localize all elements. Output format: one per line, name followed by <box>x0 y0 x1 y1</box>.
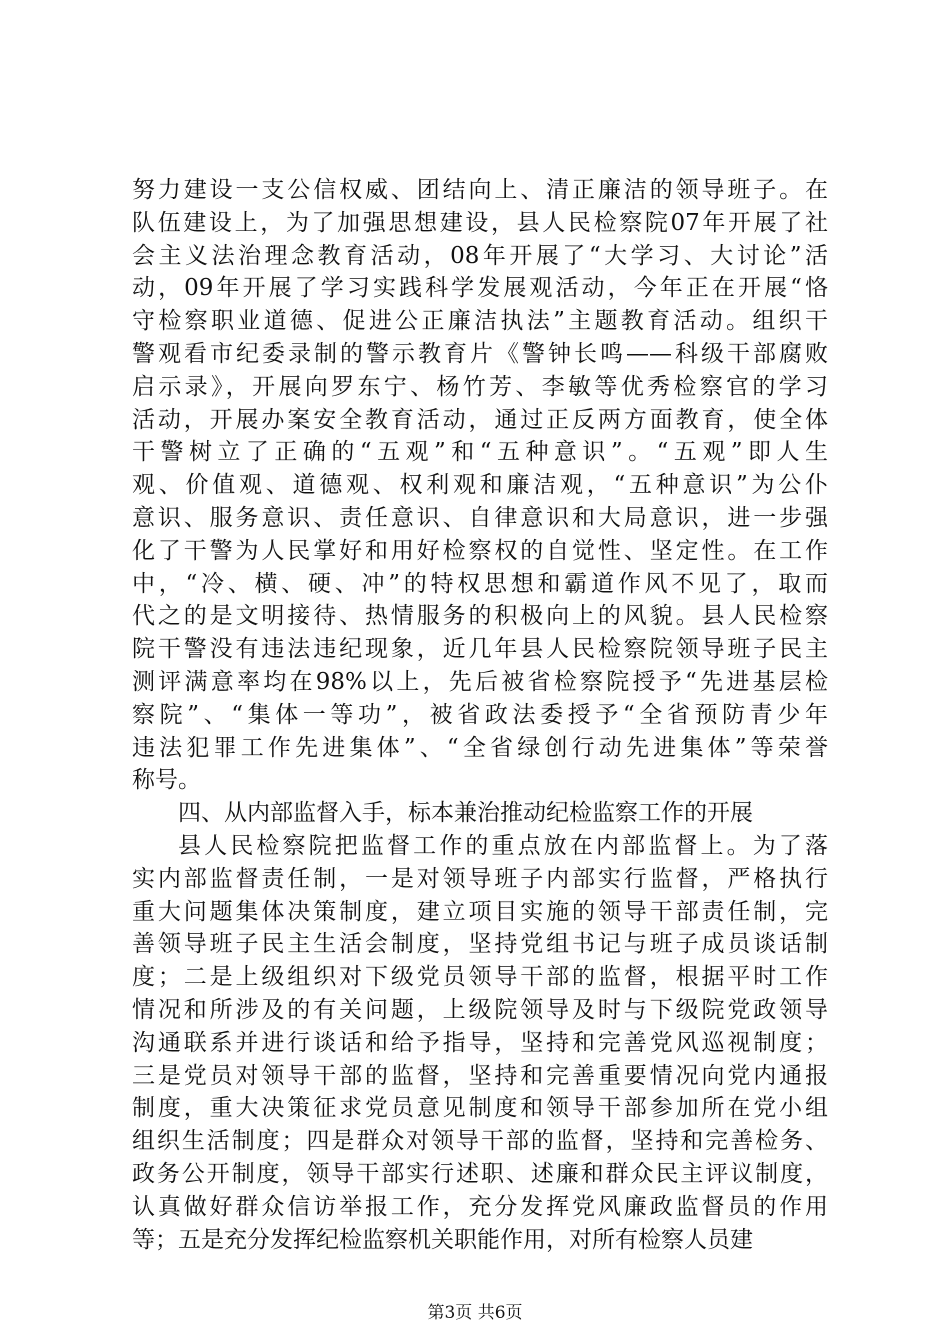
text-line: 干警树立了正确的“五观”和“五种意识”。“五观”即人生 <box>132 439 828 466</box>
text-line: 启示录》，开展向罗东宁、杨竹芳、李敏等优秀检察官的学习 <box>132 373 828 400</box>
text-line: 县人民检察院把监督工作的重点放在内部监督上。为了落 <box>178 832 828 859</box>
text-line: 情况和所涉及的有关问题，上级院领导及时与下级院党政领导 <box>132 996 828 1023</box>
section-heading-4 <box>132 797 828 830</box>
text-line: 违法犯罪工作先进集体”、“全省绿创行动先进集体”等荣誉 <box>132 734 828 761</box>
text-line: 警观看市纪委录制的警示教育片《警钟长鸣——科级干部腐败 <box>132 340 828 367</box>
text-line: 努力建设一支公信权威、团结向上、清正廉洁的领导班子。在 <box>132 177 828 203</box>
text-line: 政务公开制度，领导干部实行述职、述廉和群众民主评议制度， <box>132 1160 828 1187</box>
text-line: 中，“冷、横、硬、冲”的特权思想和霸道作风不见了，取而 <box>132 570 828 597</box>
text-line: 度；二是上级组织对下级党员领导干部的监督，根据平时工作 <box>132 964 828 991</box>
text-line: 意识、服务意识、责任意识、自律意识和大局意识，进一步强 <box>132 504 828 531</box>
text-line: 代之的是文明接待、热情服务的积极向上的风貌。县人民检察 <box>132 603 828 630</box>
text-line: 测评满意率均在98%以上，先后被省检察院授予“先进基层检 <box>132 668 828 695</box>
text-line: 善领导班子民主生活会制度，坚持党组书记与班子成员谈话制 <box>132 931 828 958</box>
text-line: 活动，开展办案安全教育活动，通过正反两方面教育，使全体 <box>132 406 828 433</box>
text-line: 制度，重大决策征求党员意见制度和领导干部参加所在党小组 <box>132 1095 828 1122</box>
document-body <box>132 174 828 1256</box>
text-line: 三是党员对领导干部的监督，坚持和完善重要情况向党内通报 <box>132 1062 828 1089</box>
text-line: 实内部监督责任制，一是对领导班子内部实行监督，严格执行 <box>132 865 828 892</box>
text-line: 守检察职业道德、促进公正廉洁执法”主题教育活动。组织干 <box>132 308 828 335</box>
text-line: 称号。 <box>132 767 201 794</box>
paragraph-internal-supervision <box>132 830 828 1256</box>
text-line: 察院”、“集体一等功”，被省政法委授予“全省预防青少年 <box>132 701 828 728</box>
text-line: 观、价值观、道德观、权利观和廉洁观，“五种意识”为公仆 <box>132 472 828 499</box>
text-line: 院干警没有违法违纪现象，近几年县人民检察院领导班子民主 <box>132 636 828 663</box>
text-line: 认真做好群众信访举报工作，充分发挥党风廉政监督员的作用 <box>132 1193 828 1220</box>
text-line: 重大问题集体决策制度，建立项目实施的领导干部责任制，完 <box>132 898 828 925</box>
text-line: 组织生活制度；四是群众对领导干部的监督，坚持和完善检务、 <box>132 1128 828 1155</box>
paragraph-team-building <box>132 174 828 797</box>
text-line: 沟通联系并进行谈话和给予指导，坚持和完善党风巡视制度； <box>132 1029 828 1056</box>
page-footer <box>0 1303 950 1323</box>
heading-text: 四、从内部监督入手，标本兼治推动纪检监察工作的开展 <box>178 800 753 827</box>
text-line: 会主义法治理念教育活动，08年开展了“大学习、大讨论”活 <box>132 242 828 269</box>
text-line: 队伍建设上，为了加强思想建设，县人民检察院07年开展了社 <box>132 209 828 236</box>
text-line: 化了干警为人民掌好和用好检察权的自觉性、坚定性。在工作 <box>132 537 828 564</box>
text-line: 等；五是充分发挥纪检监察机关职能作用，对所有检察人员建 <box>132 1226 753 1253</box>
text-line: 动，09年开展了学习实践科学发展观活动，今年正在开展“恪 <box>132 275 828 302</box>
page-number-label: 第3页 共6页 <box>427 1303 523 1323</box>
